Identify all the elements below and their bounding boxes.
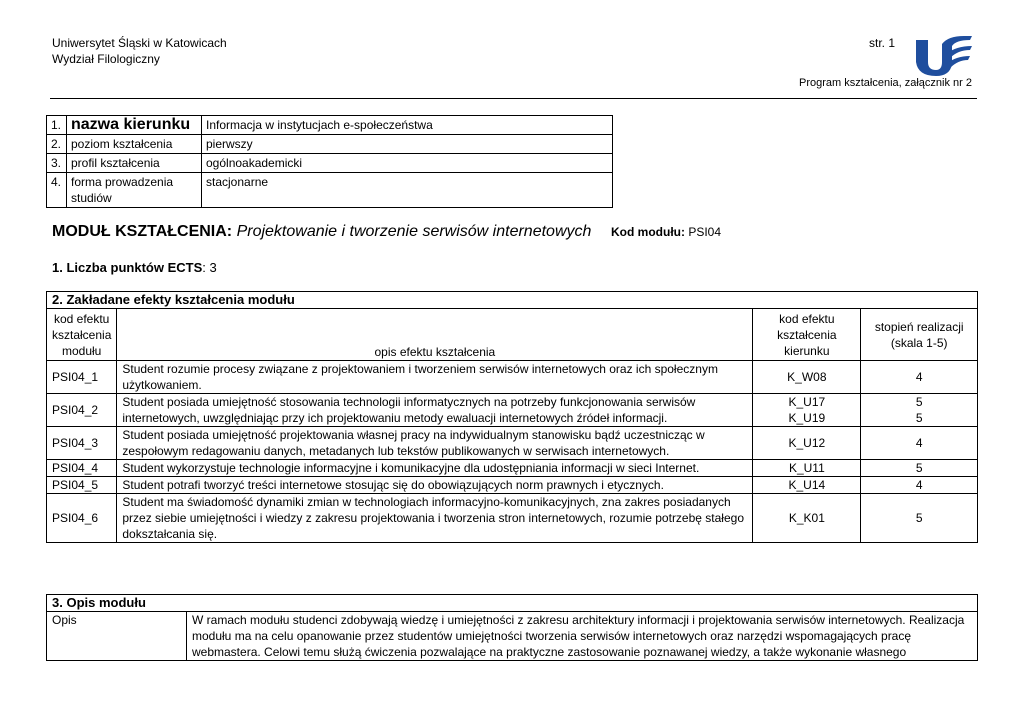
- effects-title: 2. Zakładane efekty kształcenia modułu: [47, 292, 978, 309]
- effect-code: PSI04_6: [47, 494, 117, 543]
- effect-direction-code: K_U11: [753, 460, 861, 477]
- program-attachment: Program kształcenia, załącznik nr 2: [798, 77, 972, 89]
- info-label: forma prowadzenia studiów: [67, 173, 202, 208]
- effect-description: Student ma świadomość dynamiki zmian w technologiach informacyjno-komunikacyjnych, zna zakres posiadanych przez siebie umiejętności i wiedzy z zakresu projektowania i tworzenia stron internetowych, rozumie potrzebę stałego dokształcania się.: [117, 494, 753, 543]
- module-code-label: Kod modułu:: [611, 225, 685, 239]
- effect-direction-codes: [753, 394, 861, 427]
- col-header-direction-code: kod efektu kształcenia kierunku: [753, 309, 861, 361]
- effect-direction-code: K_U14: [753, 477, 861, 494]
- description-text: W ramach modułu studenci zdobywają wiedzę i umiejętności z zakresu architektury informacji i projektowania serwisów internetowych. Realizacja modułu ma na celu opanowanie przez studentów umiejętności tworzenia serwisów internetowych oraz narzędzi wspomagających pracę webmastera. Celowi temu służą ćwiczenia pozwalające na praktyczne zastosowanie poznawanej wiedzy, a także wykonanie własnego: [187, 612, 978, 661]
- info-row: [47, 154, 613, 173]
- effect-description: Student potrafi tworzyć treści internetowe stosując się do obowiązujących norm prawnych i etycznych.: [117, 477, 753, 494]
- info-label: nazwa kierunku: [67, 116, 202, 135]
- header-divider: [50, 98, 977, 99]
- university-logo-icon: [912, 32, 972, 80]
- info-num: 3.: [47, 154, 67, 173]
- table-row: [47, 477, 978, 494]
- module-title: [52, 222, 591, 242]
- effect-direction-code: K_K01: [753, 494, 861, 543]
- effect-code: PSI04_1: [47, 361, 117, 394]
- effect-code: PSI04_2: [47, 394, 117, 427]
- effect-code: PSI04_5: [47, 477, 117, 494]
- effect-level: 4: [861, 477, 978, 494]
- info-num: 2.: [47, 135, 67, 154]
- info-value: stacjonarne: [202, 173, 613, 208]
- effect-level: 4: [861, 361, 978, 394]
- effect-description: Student wykorzystuje technologie informacyjne i komunikacyjne dla udostępniania informacji w sieci Internet.: [117, 460, 753, 477]
- effect-levels: [861, 394, 978, 427]
- university-name: Uniwersytet Śląski w Katowicach: [52, 36, 227, 50]
- col-header-module-code: kod efektu kształcenia modułu: [47, 309, 117, 361]
- info-label: profil kształcenia: [67, 154, 202, 173]
- info-row: [47, 135, 613, 154]
- module-label: MODUŁ KSZTAŁCENIA:: [52, 223, 233, 240]
- info-num: 4.: [47, 173, 67, 208]
- module-code: [611, 225, 721, 239]
- effect-direction-code: K_W08: [753, 361, 861, 394]
- program-info-table: [46, 115, 613, 208]
- effect-level: 4: [861, 427, 978, 460]
- effect-direction-code: K_U17: [788, 395, 826, 409]
- effect-direction-code: K_U12: [753, 427, 861, 460]
- description-label: Opis: [47, 612, 187, 661]
- info-row: [47, 173, 613, 208]
- effect-level: 5: [915, 395, 923, 409]
- ects-points: [52, 260, 217, 275]
- learning-effects-table: [46, 291, 978, 543]
- info-value: pierwszy: [202, 135, 613, 154]
- table-row: [47, 361, 978, 394]
- col-header-level: stopień realizacji (skala 1-5): [861, 309, 978, 361]
- effect-level: 5: [861, 460, 978, 477]
- effect-level: 5: [915, 411, 923, 425]
- info-value: Informacja w instytucjach e-społeczeństwa: [202, 116, 613, 135]
- effect-code: PSI04_3: [47, 427, 117, 460]
- page-number: str. 1: [869, 36, 896, 50]
- table-row: [47, 494, 978, 543]
- info-label: poziom kształcenia: [67, 135, 202, 154]
- module-code-value: PSI04: [688, 225, 722, 239]
- module-description-table: [46, 594, 978, 661]
- ects-label: 1. Liczba punktów ECTS: [52, 260, 203, 275]
- effect-description: Student posiada umiejętność stosowania technologii informatycznych na potrzeby funkcjonowania serwisów internetowych, uwzględniając przy ich projektowaniu metody ewaluacji internetowych źródeł informacji.: [117, 394, 753, 427]
- effect-direction-code: K_U19: [788, 411, 826, 425]
- module-name: Projektowanie i tworzenie serwisów internetowych: [236, 223, 592, 240]
- effect-level: 5: [861, 494, 978, 543]
- description-title: 3. Opis modułu: [47, 595, 978, 612]
- ects-value: : 3: [202, 260, 217, 275]
- faculty-name: Wydział Filologiczny: [52, 52, 160, 66]
- info-num: 1.: [47, 116, 67, 135]
- table-row: [47, 394, 978, 427]
- effect-description: Student posiada umiejętność projektowania własnej pracy na indywidualnym stanowisku bądź uczestnicząc w zespołowym redagowaniu danych, metadanych lub tekstów publikowanych w serwisach internetowych.: [117, 427, 753, 460]
- effect-description: Student rozumie procesy związane z projektowaniem i tworzeniem serwisów internetowych oraz ich społecznym użytkowaniem.: [117, 361, 753, 394]
- info-value: ogólnoakademicki: [202, 154, 613, 173]
- table-row: [47, 460, 978, 477]
- col-header-description: opis efektu kształcenia: [117, 309, 753, 361]
- effect-code: PSI04_4: [47, 460, 117, 477]
- table-row: [47, 427, 978, 460]
- info-row: [47, 116, 613, 135]
